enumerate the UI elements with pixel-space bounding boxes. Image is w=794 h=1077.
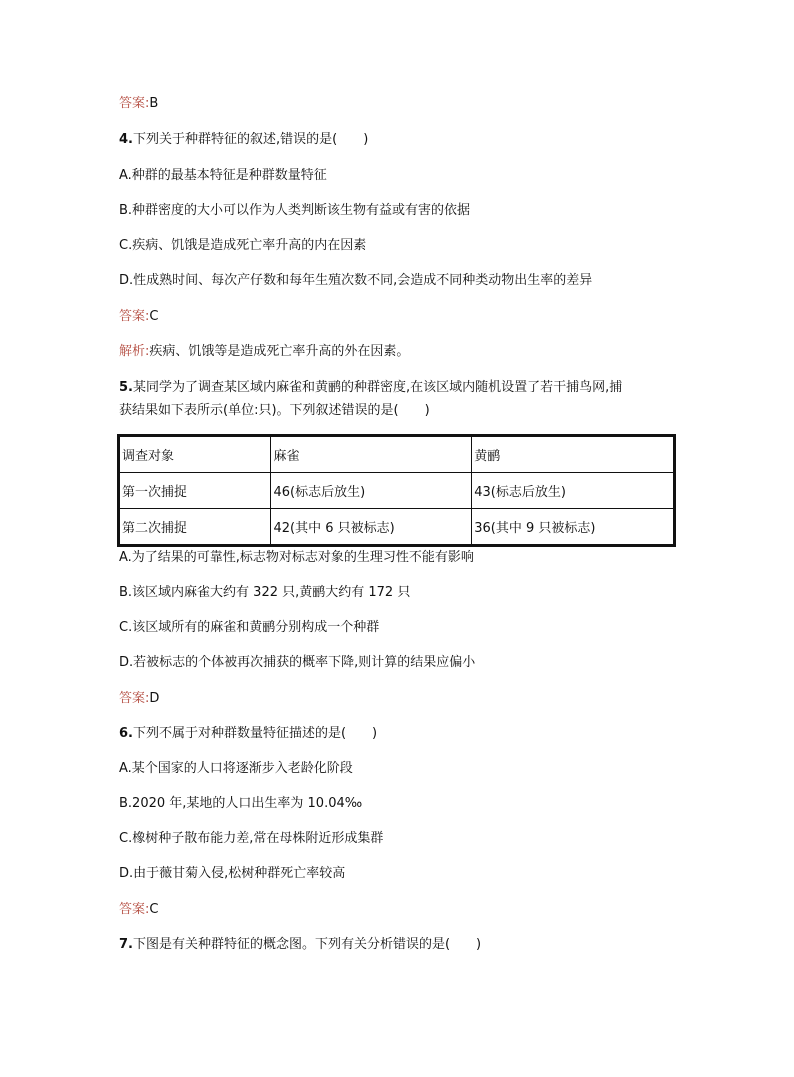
table-header-row <box>119 436 675 473</box>
q5-option-c: C.该区域所有的麻雀和黄鹂分别构成一个种群 <box>119 620 380 635</box>
table-cell: 42(其中 6 只被标志) <box>271 509 472 546</box>
table-header-cell: 麻雀 <box>271 436 472 473</box>
q5-option-b: B.该区域内麻雀大约有 322 只,黄鹂大约有 172 只 <box>119 585 411 600</box>
q4-option-a: A.种群的最基本特征是种群数量特征 <box>119 168 327 183</box>
answer-q6 <box>119 901 158 919</box>
answer-q4 <box>119 308 158 326</box>
question-number: 7. <box>119 937 133 952</box>
explanation-text: 疾病、饥饿等是造成死亡率升高的外在因素。 <box>149 344 410 359</box>
question-4-stem <box>119 131 368 149</box>
table-row <box>119 473 675 509</box>
q6-option-d: D.由于薇甘菊入侵,松树种群死亡率较高 <box>119 866 346 881</box>
answer-value: D <box>149 691 160 706</box>
survey-table <box>117 434 676 547</box>
table-cell: 36(其中 9 只被标志) <box>472 509 675 546</box>
answer-label: 答案: <box>119 309 150 324</box>
answer-value: B <box>149 96 159 111</box>
answer-value: C <box>149 309 159 324</box>
explanation-label: 解析: <box>119 344 150 359</box>
q5-option-d: D.若被标志的个体被再次捕获的概率下降,则计算的结果应偏小 <box>119 655 476 670</box>
question-number: 5. <box>119 380 133 395</box>
table-header-cell: 调查对象 <box>119 436 271 473</box>
q4-explanation <box>119 343 409 361</box>
question-text: 下图是有关种群特征的概念图。下列有关分析错误的是( ) <box>132 937 482 952</box>
question-number: 4. <box>119 132 133 147</box>
question-text: 某同学为了调查某区域内麻雀和黄鹂的种群密度,在该区域内随机设置了若干捕鸟网,捕 <box>132 380 623 395</box>
question-number: 6. <box>119 726 133 741</box>
q6-option-c: C.橡树种子散布能力差,常在母株附近形成集群 <box>119 831 384 846</box>
question-text: 下列关于种群特征的叙述,错误的是( ) <box>132 132 369 147</box>
answer-label: 答案: <box>119 691 150 706</box>
answer-label: 答案: <box>119 902 150 917</box>
q4-option-c: C.疾病、饥饿是造成死亡率升高的内在因素 <box>119 238 367 253</box>
question-6-stem <box>119 725 377 743</box>
q4-option-d: D.性成熟时间、每次产仔数和每年生殖次数不同,会造成不同种类动物出生率的差异 <box>119 273 593 288</box>
table-header-cell: 黄鹂 <box>472 436 675 473</box>
table-cell: 第一次捕捉 <box>119 473 271 509</box>
q4-option-b: B.种群密度的大小可以作为人类判断该生物有益或有害的依据 <box>119 203 471 218</box>
answer-label: 答案: <box>119 96 150 111</box>
table-row <box>119 509 675 546</box>
question-text: 下列不属于对种群数量特征描述的是( ) <box>132 726 378 741</box>
question-7-stem <box>119 936 481 954</box>
q6-option-b: B.2020 年,某地的人口出生率为 10.04‰ <box>119 796 363 811</box>
table-cell: 第二次捕捉 <box>119 509 271 546</box>
q6-option-a: A.某个国家的人口将逐渐步入老龄化阶段 <box>119 761 353 776</box>
question-5-stem-line2: 获结果如下表所示(单位:只)。下列叙述错误的是( ) <box>119 403 430 418</box>
table-cell: 43(标志后放生) <box>472 473 675 509</box>
answer-q3 <box>119 95 158 113</box>
question-5-stem-line1 <box>119 379 622 397</box>
q5-option-a: A.为了结果的可靠性,标志物对标志对象的生理习性不能有影响 <box>119 550 474 565</box>
answer-value: C <box>149 902 159 917</box>
table-cell: 46(标志后放生) <box>271 473 472 509</box>
answer-q5 <box>119 690 159 708</box>
